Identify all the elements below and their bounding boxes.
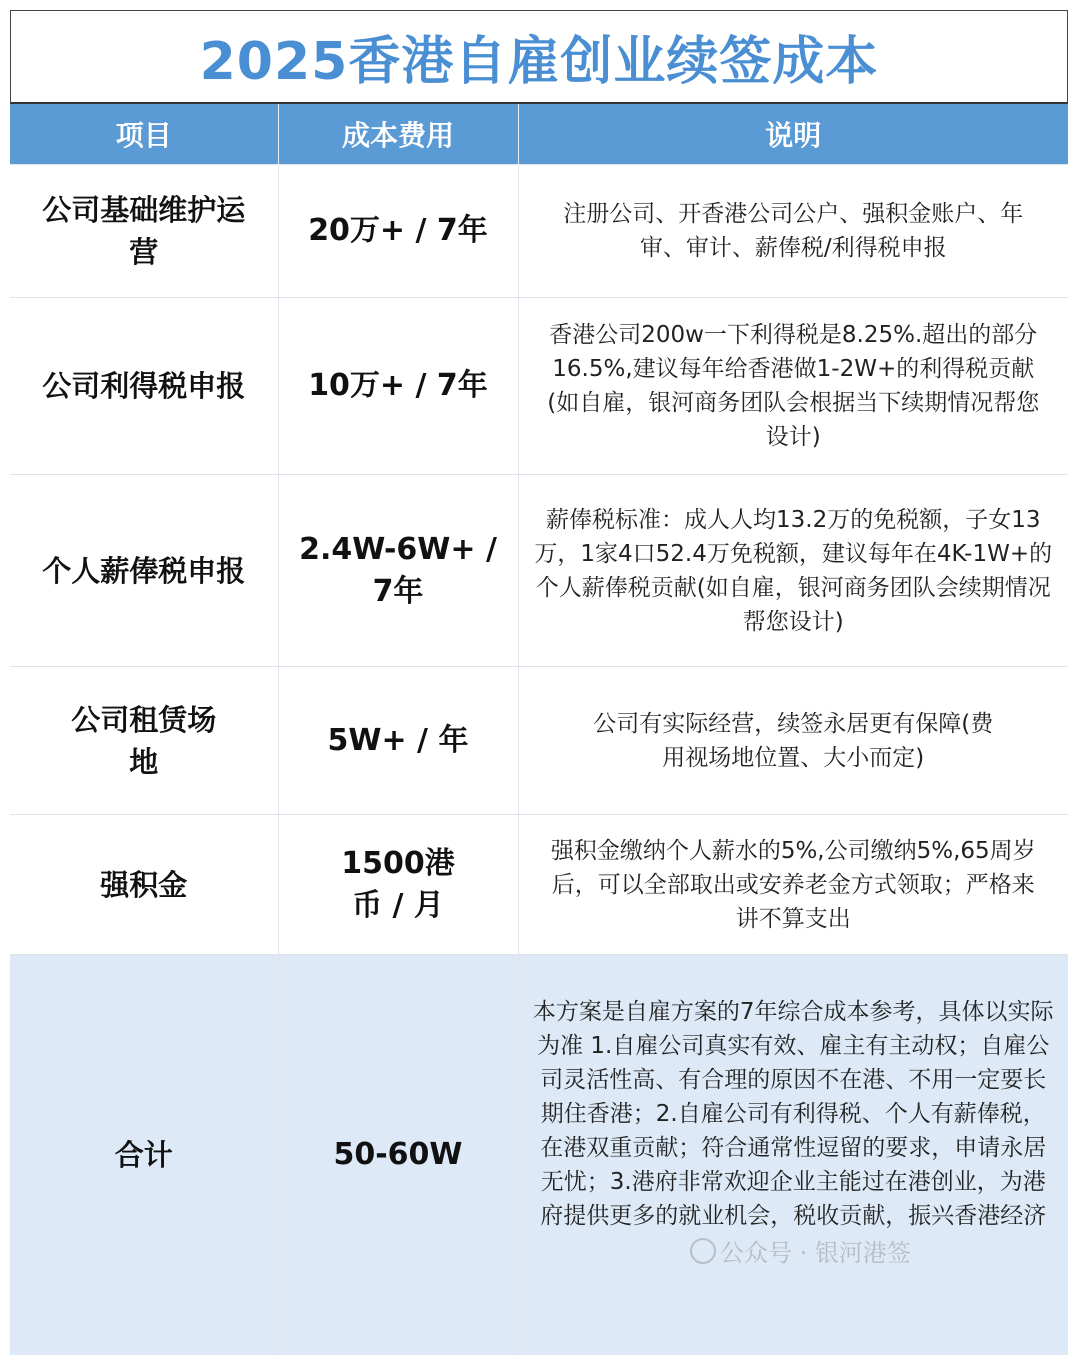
- row-desc: 香港公司200w一下利得税是8.25%.超出的部分16.5%,建议每年给香港做1-2W+的利得税贡献(如自雇，银河商务团队会根据当下续期情况帮您设计): [518, 298, 1068, 475]
- page-title: 2025香港自雇创业续签成本: [199, 32, 879, 92]
- watermark-icon: [690, 1238, 716, 1264]
- table-row: [10, 667, 1068, 815]
- cost-table: [10, 104, 1068, 1355]
- table-row: [10, 298, 1068, 475]
- row-desc: 注册公司、开香港公司公户、强积金账户、年审、审计、薪俸税/利得税申报: [518, 165, 1068, 298]
- row-item: 公司利得税申报: [10, 298, 278, 475]
- row-item: 个人薪俸税申报: [10, 475, 278, 667]
- row-cost: 10万+ / 7年: [278, 298, 518, 475]
- row-item: 公司基础维护运营: [10, 165, 278, 298]
- total-cost: 50-60W: [278, 955, 518, 1355]
- row-cost: 2.4W-6W+ / 7年: [278, 475, 518, 667]
- table-row: [10, 165, 1068, 298]
- row-desc: 强积金缴纳个人薪水的5%,公司缴纳5%,65周岁后，可以全部取出或安养老金方式领取；严格来讲不算支出: [518, 815, 1068, 955]
- header-desc: 说明: [518, 104, 1068, 165]
- table-row: [10, 475, 1068, 667]
- header-item: 项目: [10, 104, 278, 165]
- row-item: 公司租赁场地: [10, 667, 278, 815]
- total-item: 合计: [10, 955, 278, 1355]
- row-cost: 1500港币 / 月: [278, 815, 518, 955]
- row-cost: 20万+ / 7年: [278, 165, 518, 298]
- header-cost: 成本费用: [278, 104, 518, 165]
- title-banner: [10, 10, 1068, 104]
- total-desc: 本方案是自雇方案的7年综合成本参考，具体以实际为准 1.自雇公司真实有效、雇主有主动权；自雇公司灵活性高、有合理的原因不在港、不用一定要长期住香港；2.自雇公司有利得税、个人有薪俸税，在港双重贡献；符合通常性逗留的要求，申请永居无忧；3.港府非常欢迎企业主能过在港创业，为港府提供更多的就业机会，税收贡献，振兴香港经济: [518, 955, 1068, 1355]
- row-desc: 薪俸税标准：成人人均13.2万的免税额，子女13万，1家4口52.4万免税额，建议每年在4K-1W+的个人薪俸税贡献(如自雇，银河商务团队会续期情况帮您设计): [518, 475, 1068, 667]
- header-row: [10, 104, 1068, 165]
- row-item: 强积金: [10, 815, 278, 955]
- total-row: [10, 955, 1068, 1355]
- watermark: 公众号 · 银河港签: [720, 1239, 911, 1267]
- table-row: [10, 815, 1068, 955]
- row-desc: 公司有实际经营，续签永居更有保障(费用视场地位置、大小而定): [518, 667, 1068, 815]
- row-cost: 5W+ / 年: [278, 667, 518, 815]
